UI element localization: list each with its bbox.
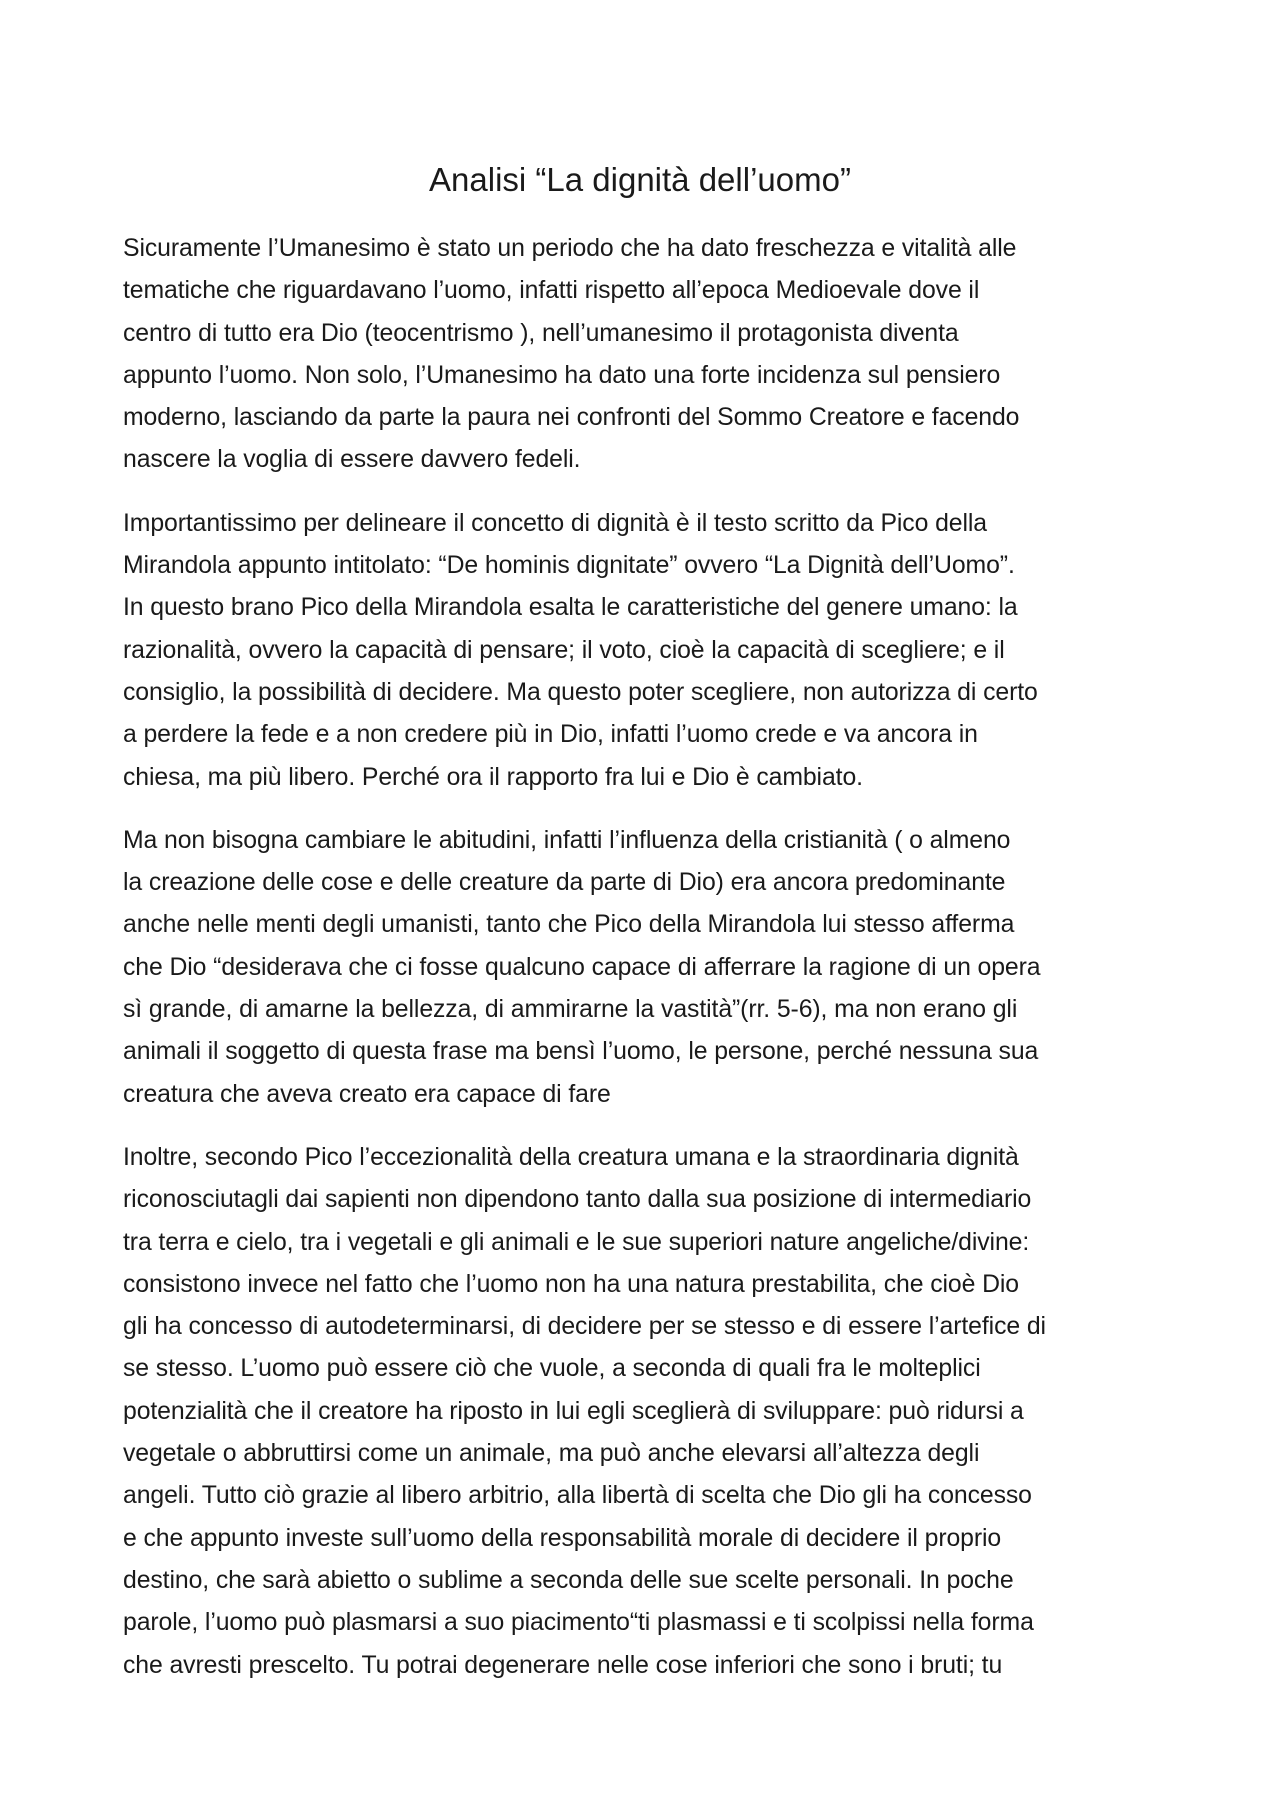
text-line: a perdere la fede e a non credere più in Dio, infatti l’uomo crede e va ancora in [123, 721, 978, 749]
text-line: gli ha concesso di autodeterminarsi, di decidere per se stesso e di essere l’artefice di [123, 1313, 1046, 1341]
text-line: appunto l’uomo. Non solo, l’Umanesimo ha dato una forte incidenza sul pensiero [123, 361, 1001, 389]
document-body [123, 228, 1168, 1708]
text-line: In questo brano Pico della Mirandola esalta le caratteristiche del genere umano: la [123, 594, 1018, 622]
text-line: centro di tutto era Dio (teocentrismo ), nell’umanesimo il protagonista diventa [123, 319, 959, 347]
paragraph-2 [123, 503, 1168, 799]
text-line: che avresti prescelto. Tu potrai degenerare nelle cose inferiori che sono i bruti; tu [123, 1651, 1003, 1679]
text-line: animali il soggetto di questa frase ma bensì l’uomo, le persone, perché nessuna sua [123, 1038, 1039, 1066]
text-line: la creazione delle cose e delle creature da parte di Dio) era ancora predominante [123, 869, 1006, 897]
text-line: tematiche che riguardavano l’uomo, infatti rispetto all’epoca Medioevale dove il [123, 277, 980, 305]
paragraph-4 [123, 1137, 1168, 1687]
text-line: chiesa, ma più libero. Perché ora il rapporto fra lui e Dio è cambiato. [123, 763, 863, 791]
text-line: angeli. Tutto ciò grazie al libero arbitrio, alla libertà di scelta che Dio gli ha concesso [123, 1482, 1032, 1510]
text-line: anche nelle menti degli umanisti, tanto che Pico della Mirandola lui stesso afferma [123, 911, 1015, 939]
document-title: Analisi “La dignità dell’uomo” [429, 161, 851, 198]
text-line: parole, l’uomo può plasmarsi a suo piacimento“ti plasmassi e ti scolpissi nella forma [123, 1609, 1034, 1637]
text-line: nascere la voglia di essere davvero fedeli. [123, 446, 581, 474]
text-line: destino, che sarà abietto o sublime a seconda delle sue scelte personali. In poche [123, 1566, 1014, 1594]
text-line: e che appunto investe sull’uomo della responsabilità morale di decidere il proprio [123, 1524, 1002, 1552]
text-line: Inoltre, secondo Pico l’eccezionalità della creatura umana e la straordinaria dignità [123, 1143, 1019, 1171]
text-line: Mirandola appunto intitolato: “De hominis dignitate” ovvero “La Dignità dell’Uomo”. [123, 552, 1015, 580]
text-line: sì grande, di amarne la bellezza, di ammirarne la vastità”(rr. 5-6), ma non erano gli [123, 996, 1018, 1024]
paragraph-3 [123, 820, 1168, 1116]
text-line: riconosciutagli dai sapienti non dipendono tanto dalla sua posizione di intermediario [123, 1186, 1032, 1214]
text-line: Importantissimo per delineare il concetto di dignità è il testo scritto da Pico della [123, 509, 987, 537]
text-line: tra terra e cielo, tra i vegetali e gli animali e le sue superiori nature angeliche/divine: [123, 1228, 1030, 1256]
text-line: consiglio, la possibilità di decidere. Ma questo poter scegliere, non autorizza di certo [123, 678, 1038, 706]
text-line: razionalità, ovvero la capacità di pensare; il voto, cioè la capacità di scegliere; e il [123, 636, 1005, 664]
text-line: potenzialità che il creatore ha riposto in lui egli sceglierà di sviluppare: può ridursi a [123, 1397, 1024, 1425]
text-line: creatura che aveva creato era capace di fare [123, 1080, 611, 1108]
text-line: consistono invece nel fatto che l’uomo non ha una natura prestabilita, che cioè Dio [123, 1270, 1019, 1298]
text-line: Sicuramente l’Umanesimo è stato un periodo che ha dato freschezza e vitalità alle [123, 235, 1017, 262]
text-line: moderno, lasciando da parte la paura nei confronti del Sommo Creatore e facendo [123, 404, 1020, 432]
paragraph-1 [123, 228, 1168, 482]
text-line: vegetale o abbruttirsi come un animale, ma può anche elevarsi all’altezza degli [123, 1440, 980, 1468]
text-line: Ma non bisogna cambiare le abitudini, infatti l’influenza della cristianità ( o almeno [123, 826, 1011, 854]
text-line: che Dio “desiderava che ci fosse qualcuno capace di afferrare la ragione di un opera [123, 953, 1041, 981]
text-line: se stesso. L’uomo può essere ciò che vuole, a seconda di quali fra le molteplici [123, 1355, 981, 1383]
